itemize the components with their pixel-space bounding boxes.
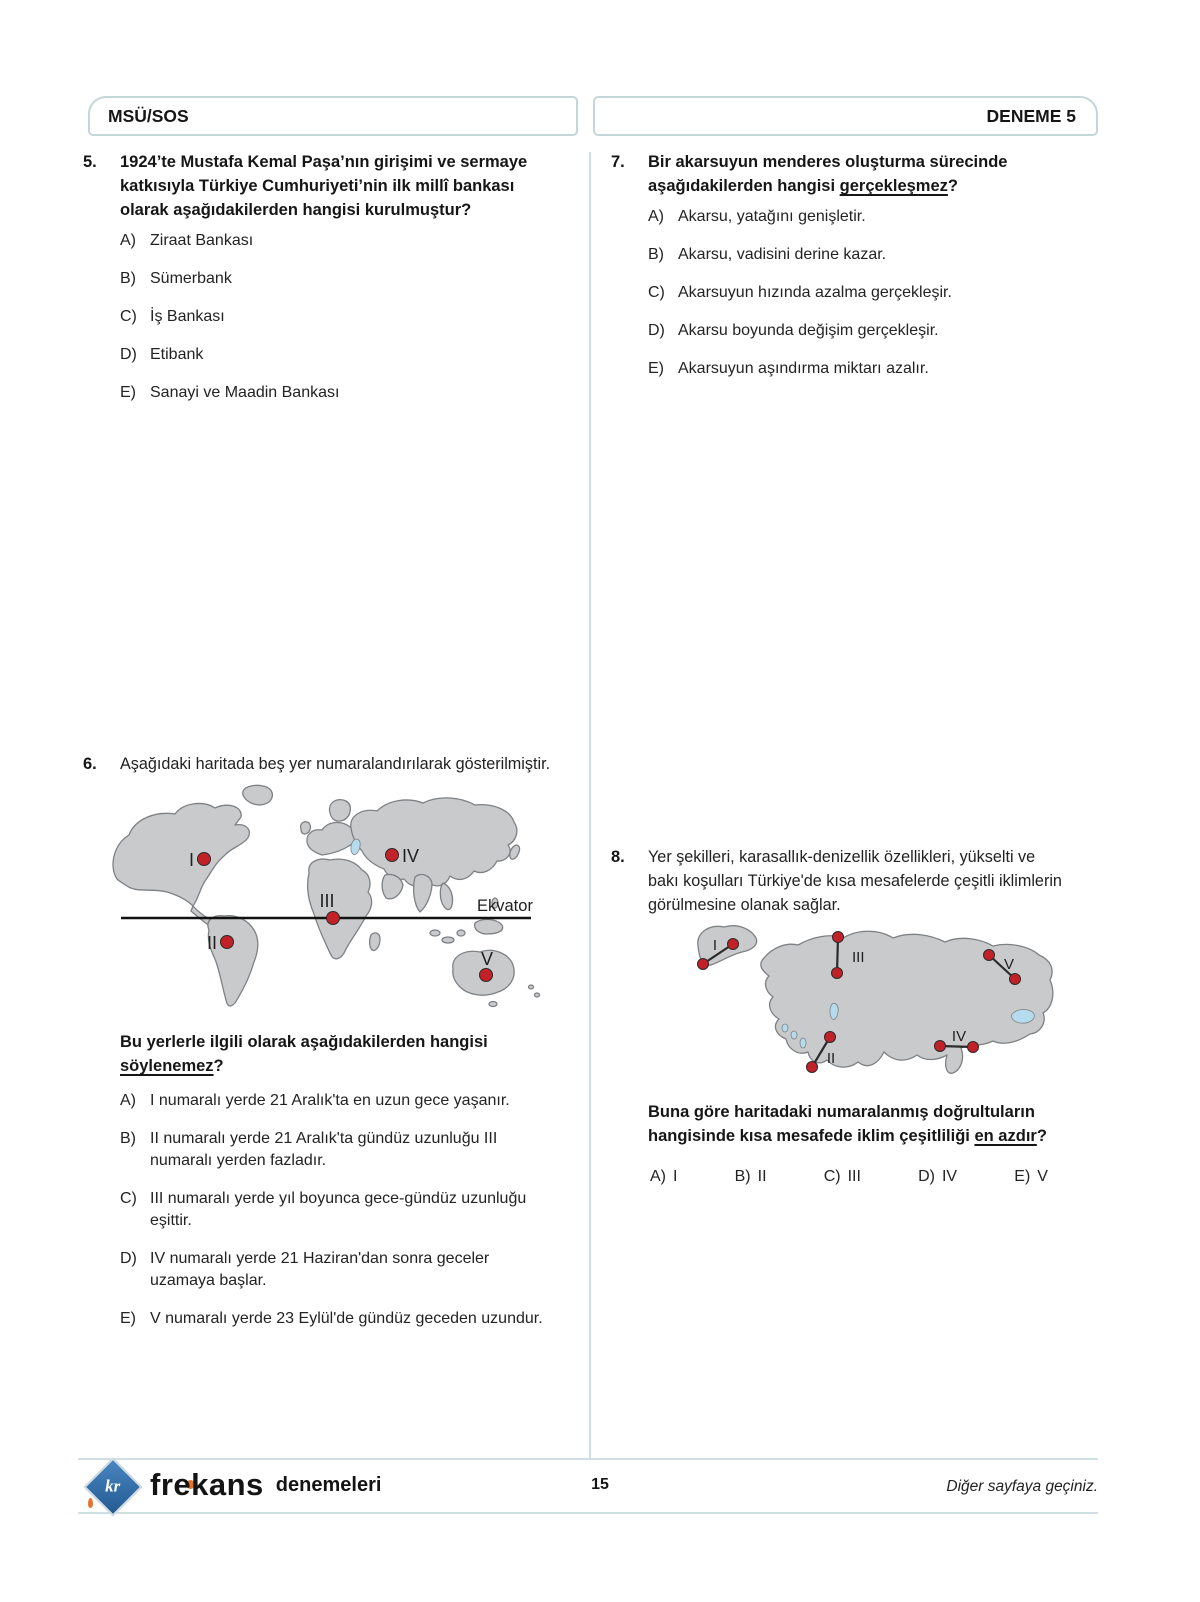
option-d: [918, 1168, 957, 1186]
stem-line: bakı koşulları Türkiye'de kısa mesafelerde çeşitli iklimlerin: [648, 872, 1062, 890]
point-II-label: II: [206, 933, 217, 953]
question-6-number: 6.: [83, 755, 97, 773]
publisher-monogram: kr: [105, 1477, 121, 1496]
question-5-options: [120, 230, 578, 404]
point-III-label: III: [319, 891, 335, 911]
new-guinea: [475, 919, 503, 934]
option-text: Akarsu boyunda değişim gerçekleşir.: [678, 322, 939, 339]
option-b: [735, 1168, 767, 1186]
island: [430, 930, 440, 936]
question-7-options: [648, 206, 1104, 380]
page-number: 15: [591, 1476, 609, 1493]
option-text: Ziraat Bankası: [150, 232, 254, 249]
option-text: I numaralı yerde 21 Aralık'ta en uzun gece yaşanır.: [150, 1092, 510, 1109]
endpoint-dot: [807, 1062, 818, 1073]
option-letter: E): [120, 1310, 136, 1327]
question-5-number: 5.: [83, 153, 97, 171]
endpoint-dot: [833, 932, 844, 943]
option-text: Akarsuyun hızında azalma gerçekleşir.: [678, 284, 952, 301]
point-II-dot: [221, 936, 234, 949]
option-b: [120, 1128, 580, 1172]
option-c: [648, 282, 1104, 304]
option-letter: A): [648, 208, 664, 225]
question-6-options: [120, 1090, 580, 1330]
option-text: Etibank: [150, 346, 204, 363]
option-text: I: [673, 1168, 678, 1185]
japan: [510, 845, 520, 859]
option-letter: D): [120, 1250, 137, 1267]
option-d: [648, 320, 1104, 342]
question-8-subq-text: [648, 1100, 1103, 1148]
option-letter: B): [734, 1168, 751, 1185]
option-text: II: [757, 1168, 767, 1185]
turkey-map-svg: [672, 900, 1067, 1090]
stem-line: 1924’te Mustafa Kemal Paşa’nın girişimi ve sermaye: [120, 153, 528, 171]
endpoint-dot: [1010, 974, 1021, 985]
option-e: [120, 382, 578, 404]
brand-name: frekans: [150, 1467, 264, 1502]
island: [457, 930, 465, 936]
equator-label: Ekvator: [477, 897, 533, 915]
tasmania: [489, 1002, 497, 1007]
lake-small: [800, 1038, 806, 1048]
continent-south-america: [208, 916, 258, 1006]
point-I-label: I: [188, 850, 194, 870]
stem-text: ?: [1036, 1127, 1047, 1145]
footer-top-rule: [78, 1458, 1098, 1460]
continent-africa: [308, 859, 372, 959]
option-e: [1014, 1168, 1048, 1186]
option-b: [648, 244, 1104, 266]
option-text: III numaralı yerde yıl boyunca gece-gündüz uzunluğu eşittir.: [150, 1190, 527, 1229]
option-d: [120, 1248, 580, 1292]
stem-line: Bu yerlerle ilgili olarak aşağıdakilerden hangisi: [120, 1033, 488, 1051]
option-text: İş Bankası: [150, 308, 225, 325]
option-letter: E): [648, 360, 664, 377]
stem-text: aşağıdakilerden hangisi: [648, 177, 840, 195]
stem-text: hangisinde kısa mesafede iklim çeşitliliği: [648, 1127, 975, 1145]
island: [529, 985, 534, 989]
madagascar: [370, 933, 380, 950]
point-III-dot: [327, 912, 340, 925]
lake-van: [1011, 1010, 1034, 1024]
option-text: Akarsu, yatağını genişletir.: [678, 208, 866, 225]
indochina: [440, 883, 452, 910]
option-text: Sümerbank: [150, 270, 232, 287]
direction-V-label: V: [1003, 956, 1015, 973]
island: [535, 993, 540, 997]
question-8-subquestion: [648, 1100, 1103, 1148]
option-a: [648, 206, 1104, 228]
footer-brand: [150, 1462, 381, 1508]
island: [442, 937, 454, 943]
question-6-subq-text: [120, 1030, 580, 1078]
option-letter: B): [648, 246, 664, 263]
exam-name: DENEME 5: [986, 105, 1076, 126]
option-letter: D): [648, 322, 665, 339]
stem-line: [648, 1124, 1103, 1148]
question-8-number: 8.: [611, 848, 625, 866]
question-7-stem: [648, 150, 1007, 198]
option-text: V numaralı yerde 23 Eylül'de gündüz geceden uzundur.: [150, 1310, 543, 1327]
option-e: [648, 358, 1104, 380]
logo-drop-icon: [88, 1498, 93, 1508]
world-map: [103, 783, 548, 1015]
stem-line: katkısıyla Türkiye Cumhuriyeti’nin ilk millî bankası: [120, 177, 515, 195]
option-text: Akarsu, vadisini derine kazar.: [678, 246, 887, 263]
point-IV-dot: [386, 849, 399, 862]
booklet-code: MSÜ/SOS: [108, 105, 189, 126]
direction-II-label: II: [826, 1050, 836, 1067]
brand-suffix: denemeleri: [275, 1473, 382, 1496]
option-b: [120, 268, 578, 290]
stem-line: olarak aşağıdakilerden hangisi kurulmuştur?: [120, 201, 472, 219]
question-6-subquestion: [120, 1030, 580, 1346]
question-5: [83, 150, 578, 420]
option-text: II numaralı yerde 21 Aralık'ta gündüz uzunluğu III numaralı yerden fazladır.: [150, 1130, 498, 1169]
option-letter: C): [120, 308, 137, 325]
question-7-number: 7.: [611, 153, 625, 171]
stem-line: [120, 1054, 580, 1078]
stem-line: [648, 174, 1007, 198]
column-divider: [589, 152, 591, 1458]
endpoint-dot: [935, 1041, 946, 1052]
lake-small: [791, 1031, 797, 1039]
question-7: [611, 150, 1104, 396]
option-letter: E): [120, 384, 136, 401]
option-letter: E): [1014, 1168, 1031, 1185]
india: [414, 875, 432, 912]
option-a: [120, 1090, 580, 1112]
question-5-stem: [120, 150, 527, 222]
stem-line: Bir akarsuyun menderes oluşturma sürecinde: [648, 153, 1008, 171]
greenland: [243, 785, 273, 804]
endpoint-dot: [832, 968, 843, 979]
option-letter: A): [120, 1092, 136, 1109]
underlined-keyword: gerçekleşmez: [839, 177, 948, 195]
caspian-sea: [351, 839, 360, 854]
publisher-logo: [83, 1457, 142, 1516]
underlined-keyword: en azdır: [974, 1127, 1037, 1145]
point-V-dot: [480, 969, 493, 982]
footer-bottom-rule: [78, 1512, 1098, 1514]
question-6-stem: Aşağıdaki haritada beş yer numaralandırılarak gösterilmiştir.: [120, 755, 551, 773]
anatolia-outline: [761, 931, 1053, 1073]
world-map-svg: [103, 783, 548, 1015]
option-text: Akarsuyun aşındırma miktarı azalır.: [678, 360, 929, 377]
option-e: [120, 1308, 580, 1330]
stem-line: Buna göre haritadaki numaralanmış doğrultuların: [648, 1103, 1035, 1121]
option-letter: C): [823, 1168, 841, 1185]
option-letter: D): [120, 346, 137, 363]
underlined-keyword: söylenemez: [120, 1057, 214, 1075]
point-V-label: V: [480, 949, 494, 969]
option-letter: C): [648, 284, 665, 301]
stem-text: ?: [213, 1057, 224, 1075]
endpoint-dot: [825, 1032, 836, 1043]
endpoint-dot: [984, 950, 995, 961]
option-text: IV: [941, 1168, 958, 1185]
option-c: [824, 1168, 861, 1186]
option-c: [120, 306, 578, 328]
option-c: [120, 1188, 580, 1232]
option-text: V: [1037, 1168, 1048, 1185]
option-text: III: [847, 1168, 861, 1185]
option-letter: C): [120, 1190, 137, 1207]
endpoint-dot: [728, 939, 739, 950]
stem-text: ?: [947, 177, 958, 195]
option-letter: D): [918, 1168, 935, 1185]
option-text: IV numaralı yerde 21 Haziran'dan sonra geceler uzamaya başlar.: [150, 1250, 490, 1289]
option-a: [120, 230, 578, 252]
option-letter: B): [120, 1130, 136, 1147]
question-6: [83, 752, 583, 776]
point-I-dot: [198, 853, 211, 866]
continent-north-america: [113, 803, 249, 906]
option-letter: A): [120, 232, 136, 249]
britain: [301, 822, 311, 834]
question-8-options: [650, 1168, 1048, 1186]
direction-I-label: I: [712, 937, 718, 954]
lake-small: [782, 1024, 788, 1032]
stem-line: görülmesine olanak sağlar.: [648, 896, 841, 914]
direction-IV-label: IV: [951, 1028, 967, 1045]
option-letter: B): [120, 270, 136, 287]
turkey-map: [672, 900, 1067, 1090]
option-d: [120, 344, 578, 366]
continent-asia: [351, 798, 517, 886]
header-booklet-badge: [88, 96, 578, 136]
option-letter: A): [650, 1168, 666, 1185]
arabia: [382, 874, 403, 898]
header-exam-badge: [593, 96, 1098, 136]
next-page-note: Diğer sayfaya geçiniz.: [946, 1478, 1098, 1495]
scandinavia: [329, 800, 350, 822]
direction-III-label: III: [852, 949, 865, 966]
question-7-stem-row: [611, 150, 1104, 198]
endpoint-dot: [968, 1042, 979, 1053]
option-text: Sanayi ve Maadin Bankası: [150, 384, 340, 401]
endpoint-dot: [698, 959, 709, 970]
question-5-stem-row: [83, 150, 578, 222]
point-IV-label: IV: [402, 846, 420, 866]
option-a: [650, 1168, 677, 1186]
question-6-stem-row: [83, 752, 583, 776]
stem-line: Yer şekilleri, karasallık-denizellik özellikleri, yükselti ve: [648, 848, 1036, 866]
